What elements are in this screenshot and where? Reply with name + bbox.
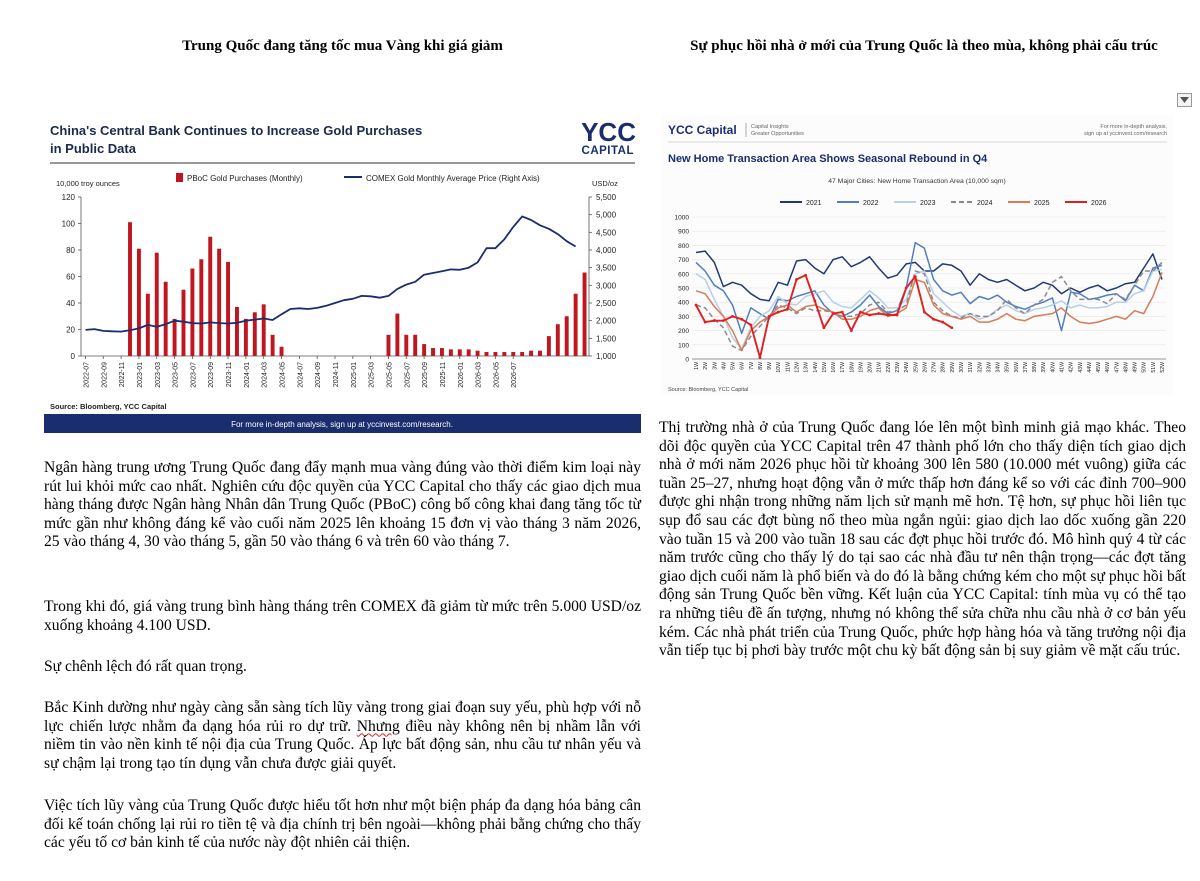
x-tick-label: 39W — [1041, 362, 1048, 373]
gold-purchase-bar — [271, 335, 275, 356]
gold-purchase-bar — [404, 335, 408, 356]
series-point-2026 — [896, 314, 899, 317]
x-tick-label: 5W — [730, 362, 737, 370]
gold-purchase-bar — [199, 259, 203, 356]
x-tick-label: 15W — [821, 362, 828, 373]
y-left-tick-label: 0 — [70, 352, 75, 361]
x-tick-label: 43W — [1077, 362, 1084, 373]
logo-capital: CAPITAL — [581, 145, 634, 157]
legend-swatch-bar — [176, 173, 183, 182]
gold-purchase-bar — [565, 316, 569, 356]
y-tick-label: 500 — [678, 285, 689, 293]
series-point-2026 — [777, 311, 780, 314]
x-tick-label: 46W — [1105, 362, 1112, 373]
x-tick-label: 2022-09 — [101, 362, 109, 388]
series-point-2026 — [841, 311, 844, 314]
x-tick-label: 25W — [913, 362, 920, 373]
x-tick-label: 11W — [785, 362, 792, 373]
gold-purchase-bar — [467, 349, 471, 356]
x-tick-label: 51W — [1150, 362, 1157, 373]
x-tick-label: 40W — [1050, 362, 1057, 373]
home-transaction-chart — [662, 115, 1173, 395]
series-point-2026 — [923, 311, 926, 314]
y-left-tick-label: 60 — [66, 272, 75, 282]
x-tick-label: 27W — [931, 362, 938, 373]
x-tick-label: 2023-09 — [208, 362, 216, 388]
y-right-tick-label: 4,000 — [596, 246, 617, 255]
legend-label-2023: 2023 — [920, 200, 936, 207]
y-tick-label: 300 — [678, 313, 689, 321]
series-point-2026 — [695, 304, 698, 307]
cta-line-2: sign up at yccinvest.com/research — [1084, 131, 1167, 137]
x-tick-label: 1W — [694, 362, 700, 370]
x-tick-label: 2023-07 — [190, 362, 198, 388]
series-point-2026 — [813, 299, 816, 302]
x-tick-label: 2025-05 — [386, 362, 394, 388]
gold-purchase-bar — [422, 344, 426, 356]
x-tick-label: 49W — [1132, 362, 1139, 373]
x-tick-label: 2025-07 — [404, 362, 412, 388]
x-tick-label: 2022-07 — [83, 362, 91, 388]
gold-purchase-bar — [458, 349, 462, 356]
gold-purchase-bar — [556, 324, 560, 356]
x-tick-label: 38W — [1032, 362, 1039, 373]
series-point-2026 — [950, 326, 953, 329]
x-tick-label: 44W — [1086, 362, 1093, 373]
gold-purchase-bar — [529, 351, 533, 356]
gold-purchase-bar — [431, 348, 435, 356]
left-paragraph-3: Sự chênh lệch đó rất quan trọng. — [44, 658, 247, 675]
x-tick-label: 19W — [858, 362, 865, 373]
x-tick-label: 8W — [757, 362, 764, 370]
right-paragraph: Thị trường nhà ở của Trung Quốc đang lóe lên một bình minh giả mạo khác. Theo dõi độc quyền của YCC Capital trên 47 thành phố lớn cho thấy diện tích giao dịch nhà ở mới năm 2026 phục hồi từ khoảng 300 lên 580 (10.000 mét vuông) giữa các tuần 25–27, nhưng hoạt động vẫn ở mức thấp hơn đáng kể so với các đỉnh 700–900 được ghi nhận trong những năm lịch sử mạnh mẽ hơn. Tệ hơn, sự phục hồi liên tục sụp đổ sau các đợt bùng nổ theo mùa ngắn ngủi: giao dịch lao dốc xuống gần 220 vào tuần 15 và 200 vào tuần 18 sau các đợt phục hồi trước đó. Mô hình quý 4 từ các năm trước cũng cho thấy lý do tại sao các nhà đầu tư nên thận trọng—các đợt tăng giao dịch cuối năm là phổ biến và do đó là bằng chứng kém cho một sự phục hồi bất động sản Trung Quốc bền vững. Kết luận của YCC Capital: tính mùa vụ có thể tạo ra những tiêu đề ấn tượng, nhưng nó không thể sửa chữa nhu cầu nhà ở cơ bản yếu kém. Các nhà phát triển của Trung Quốc, phức hợp hàng hóa và tăng trưởng nội địa vẫn tiếp tục bị phơi bày trước một chu kỳ bất động sản bị suy giảm về mặt cấu trúc. — [659, 419, 1186, 660]
series-point-2026 — [704, 321, 707, 324]
gold-purchase-bar — [520, 352, 524, 356]
series-point-2026 — [749, 324, 752, 327]
series-point-2026 — [868, 314, 871, 317]
x-tick-label: 2025-01 — [350, 362, 358, 388]
x-tick-label: 48W — [1123, 362, 1130, 373]
series-point-2026 — [768, 315, 771, 318]
chart-background — [44, 113, 641, 433]
x-tick-label: 9W — [767, 362, 774, 370]
x-tick-label: 2023-03 — [154, 362, 162, 388]
brand-tag-2: Greater Opportunities — [751, 131, 804, 137]
legend-bar-label: PBoC Gold Purchases (Monthly) — [187, 174, 303, 183]
x-tick-label: 50W — [1141, 362, 1148, 373]
x-tick-label: 21W — [876, 362, 883, 373]
x-tick-label: 14W — [812, 362, 819, 373]
x-tick-label: 24W — [904, 362, 911, 373]
x-tick-label: 2023-11 — [226, 362, 234, 388]
x-tick-label: 26W — [922, 362, 929, 373]
gold-purchase-bar — [137, 249, 141, 356]
x-tick-label: 47W — [1114, 362, 1121, 373]
y-tick-label: 100 — [678, 342, 689, 350]
gold-purchase-bar — [190, 269, 194, 356]
x-tick-label: 16W — [831, 362, 838, 373]
chevron-down-icon — [1180, 97, 1189, 103]
x-tick-label: 2W — [703, 362, 710, 370]
x-tick-label: 30W — [958, 362, 965, 373]
x-tick-label: 2024-01 — [243, 362, 251, 388]
series-point-2026 — [941, 321, 944, 324]
chart-source: Source: Bloomberg, YCC Capital — [668, 387, 749, 393]
gold-purchase-bar — [155, 253, 159, 356]
y-left-tick-label: 40 — [66, 299, 75, 308]
dropdown-button[interactable] — [1177, 93, 1192, 107]
y-right-tick-label: 5,500 — [596, 193, 617, 202]
gold-purchase-bar — [574, 294, 578, 356]
x-tick-label: 32W — [977, 362, 984, 373]
y-left-tick-label: 100 — [61, 219, 75, 229]
legend-label-2026: 2026 — [1091, 200, 1107, 207]
gold-purchases-chart — [44, 113, 641, 433]
y-tick-label: 0 — [685, 356, 689, 364]
series-point-2026 — [759, 356, 762, 359]
gold-purchase-bar — [449, 349, 453, 356]
gold-purchase-bar — [583, 273, 587, 356]
y-left-tick-label: 120 — [61, 193, 75, 202]
legend-label-2021: 2021 — [806, 200, 822, 207]
x-tick-label: 17W — [840, 362, 847, 373]
y-right-tick-label: 1,000 — [596, 352, 617, 361]
legend-line-label: COMEX Gold Monthly Average Price (Right Axis) — [366, 174, 540, 183]
gold-purchase-bar — [217, 249, 221, 356]
x-tick-label: 31W — [968, 362, 975, 373]
gold-purchase-bar — [395, 314, 399, 356]
series-point-2026 — [722, 319, 725, 322]
series-point-2026 — [740, 318, 743, 321]
x-tick-label: 2024-11 — [333, 362, 340, 388]
gold-purchase-bar — [208, 237, 212, 356]
x-tick-label: 2025-11 — [439, 362, 447, 388]
gold-purchase-bar — [164, 282, 168, 356]
gold-purchase-bar — [502, 352, 506, 356]
x-tick-label: 2024-05 — [279, 362, 287, 388]
gold-purchase-bar — [476, 351, 480, 356]
x-tick-label: 2025-09 — [422, 362, 430, 388]
x-tick-label: 2023-01 — [136, 362, 144, 388]
series-point-2026 — [804, 274, 807, 277]
y-right-unit: USD/oz — [592, 179, 618, 188]
legend-label-2024: 2024 — [977, 200, 993, 207]
x-tick-label: 35W — [1004, 362, 1011, 373]
y-right-tick-label: 1,500 — [596, 334, 617, 344]
brand-tag-1: Capital Insights — [751, 124, 789, 130]
legend-label-2022: 2022 — [863, 200, 879, 207]
series-point-2026 — [786, 308, 789, 311]
legend-label-2025: 2025 — [1034, 200, 1050, 207]
y-right-tick-label: 2,500 — [596, 299, 617, 308]
gold-purchase-bar — [128, 222, 132, 356]
gold-purchase-bar — [262, 304, 266, 356]
chart-title-line-2: in Public Data — [50, 141, 136, 156]
y-tick-label: 900 — [678, 228, 689, 236]
y-left-tick-label: 20 — [66, 325, 75, 335]
x-tick-label: 2023-05 — [172, 362, 180, 388]
y-right-tick-label: 4,500 — [596, 228, 617, 238]
right-article-title: Sự phục hồi nhà ở mới của Trung Quốc là theo mùa, không phải cấu trúc — [690, 38, 1158, 54]
y-right-tick-label: 3,500 — [596, 263, 617, 273]
left-paragraph-4-part-1: Bắc Kinh dường như ngày càng sẵn sàng tích lũy vàng trong giai đoạn suy yếu, phù hợp với nỗ lực chiến lược nhằm đa dạng hóa rủi ro dự trữ. — [44, 699, 641, 735]
gold-purchase-bar — [493, 352, 497, 356]
chart-source: Source: Bloomberg, YCC Capital — [50, 402, 167, 411]
x-tick-label: 20W — [867, 362, 874, 373]
x-tick-label: 23W — [895, 362, 902, 373]
x-tick-label: 10W — [776, 362, 783, 373]
x-tick-label: 28W — [940, 362, 947, 373]
series-point-2026 — [795, 278, 798, 281]
series-point-2026 — [859, 311, 862, 314]
gold-purchase-bar — [547, 336, 551, 356]
gold-purchase-bar — [387, 335, 391, 356]
left-paragraph-1: Ngân hàng trung ương Trung Quốc đang đẩy mạnh mua vàng đúng vào thời điểm kim loại này rút lui khỏi mức cao nhất. Nghiên cứu độc quyền của YCC Capital cho thấy các giao dịch mua hàng tháng được Ngân hàng Nhân dân Trung Quốc (PBoC) công bố công khai đang tăng tốc từ mức gần như không đáng kể vào cuối năm 2025 lên khoảng 15 đơn vị vào tháng 3 năm 2026, 25 vào tháng 4, 30 vào tháng 5, gần 50 vào tháng 6 và trên 60 vào tháng 7. — [44, 459, 641, 551]
y-left-unit: 10,000 troy ounces — [56, 179, 120, 188]
left-paragraph-4 — [44, 699, 641, 773]
y-tick-label: 700 — [678, 257, 689, 265]
x-tick-label: 2025-03 — [368, 362, 376, 388]
brand-name: YCC Capital — [668, 123, 737, 137]
gold-purchase-bar — [226, 262, 230, 356]
x-tick-label: 6W — [739, 362, 746, 370]
y-tick-label: 1000 — [674, 214, 689, 222]
cta-line-1: For more in-depth analysis, — [1100, 124, 1167, 130]
x-tick-label: 2026-05 — [493, 362, 501, 388]
x-tick-label: 2026-01 — [457, 362, 465, 388]
gold-purchase-bar — [182, 290, 186, 356]
x-tick-label: 4W — [721, 362, 728, 370]
series-point-2026 — [713, 319, 716, 322]
gold-purchase-bar — [538, 351, 542, 356]
series-point-2026 — [905, 287, 908, 290]
gold-purchase-bar — [413, 335, 417, 356]
series-point-2026 — [877, 312, 880, 315]
x-tick-label: 41W — [1059, 362, 1066, 373]
spellcheck-word[interactable]: Nhưng — [356, 717, 400, 735]
footer-cta: For more in-depth analysis, sign up at yccinvest.com/research. — [231, 420, 453, 429]
y-tick-label: 400 — [678, 299, 689, 307]
x-tick-label: 2022-11 — [119, 362, 127, 388]
series-point-2026 — [914, 275, 917, 278]
y-right-tick-label: 5,000 — [596, 210, 617, 220]
left-paragraph-2: Trong khi đó, giá vàng trung bình hàng tháng trên COMEX đã giảm từ mức trên 5.000 USD/oz xuống khoảng 4.100 USD. — [44, 598, 641, 634]
series-point-2026 — [832, 312, 835, 315]
x-tick-label: 12W — [794, 362, 801, 373]
x-tick-label: 33W — [986, 362, 993, 373]
y-right-tick-label: 3,000 — [596, 281, 617, 291]
gold-purchase-bar — [173, 319, 177, 356]
gold-purchase-bar — [485, 352, 489, 356]
x-tick-label: 22W — [885, 362, 892, 373]
x-tick-label: 29W — [949, 362, 956, 373]
x-tick-label: 3W — [712, 362, 719, 370]
x-tick-label: 2024-03 — [261, 362, 269, 388]
x-tick-label: 13W — [803, 362, 810, 373]
series-point-2026 — [932, 318, 935, 321]
x-tick-label: 37W — [1022, 362, 1029, 373]
x-tick-label: 2024-07 — [297, 362, 305, 388]
y-tick-label: 200 — [678, 328, 689, 336]
y-tick-label: 800 — [678, 242, 689, 250]
chart-title: New Home Transaction Area Shows Seasonal Rebound in Q4 — [668, 153, 988, 165]
x-tick-label: 34W — [995, 362, 1002, 373]
gold-purchase-bar — [244, 319, 248, 356]
left-paragraph-4-part-2: điều này không nên bị nhầm lẫn với niềm tin vào nền kinh tế nội địa của Trung Quốc. Áp lực bất động sản, nhu cầu tư nhân yếu và sự chậm lại trong tạo tín dụng vẫn chưa được giải quyết. — [44, 717, 641, 772]
housing-chart-svg — [662, 115, 1173, 395]
x-tick-label: 7W — [748, 362, 755, 370]
y-tick-label: 600 — [678, 271, 689, 279]
left-article-title: Trung Quốc đang tăng tốc mua Vàng khi giá giảm — [182, 38, 503, 54]
chart-title: China's Central Bank Continues to Increase Gold Purchases — [50, 123, 423, 138]
x-tick-label: 52W — [1160, 362, 1166, 373]
y-left-tick-label: 80 — [66, 246, 75, 255]
left-paragraph-5: Việc tích lũy vàng của Trung Quốc được hiểu tốt hơn như một biện pháp đa dạng hóa bảng cân đối kế toán chống lại rủi ro tiền tệ và địa chính trị bên ngoài—không phải bằng chứng cho thấy các yếu tố cơ bản kinh tế của nước này đột nhiên cải thiện. — [44, 797, 641, 852]
x-tick-label: 2026-07 — [511, 362, 519, 388]
gold-chart-svg — [44, 113, 641, 433]
x-tick-label: 45W — [1096, 362, 1103, 373]
x-tick-label: 2026-03 — [475, 362, 483, 388]
gold-purchase-bar — [280, 347, 284, 356]
series-point-2026 — [823, 326, 826, 329]
x-tick-label: 42W — [1068, 362, 1075, 373]
series-point-2026 — [886, 314, 889, 317]
gold-purchase-bar — [511, 352, 515, 356]
logo-ycc: YCC — [581, 117, 636, 147]
x-tick-label: 2024-09 — [315, 362, 323, 388]
series-point-2026 — [850, 329, 853, 332]
gold-purchase-bar — [235, 307, 239, 356]
gold-purchase-bar — [440, 348, 444, 356]
series-point-2026 — [731, 315, 734, 318]
x-tick-label: 36W — [1013, 362, 1020, 373]
chart-subtitle: 47 Major Cities: New Home Transaction Area (10,000 sqm) — [828, 178, 1006, 185]
y-right-tick-label: 2,000 — [596, 316, 617, 326]
x-tick-label: 18W — [849, 362, 856, 373]
